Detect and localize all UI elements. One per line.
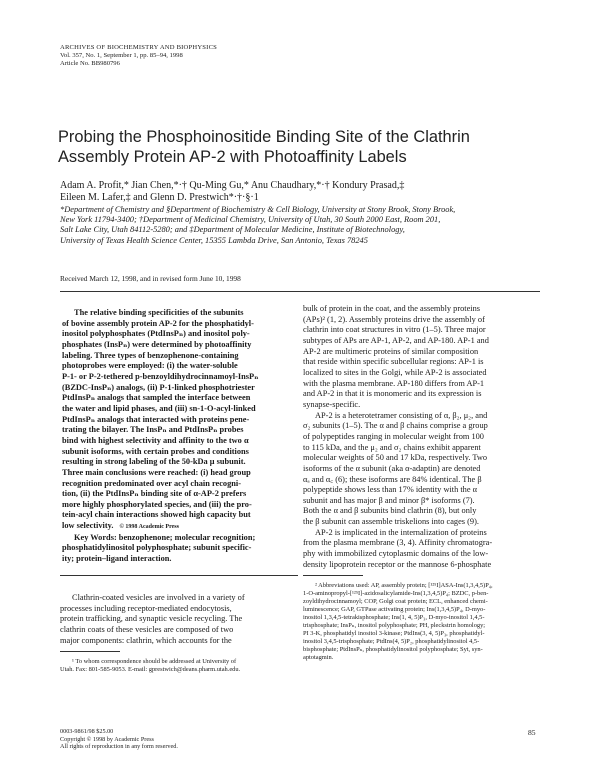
introduction-left: [60, 593, 298, 646]
abstract-line-text: low selectivity.: [62, 521, 114, 531]
footnote-line: ¹ To whom correspondence should be addressed at University of: [72, 658, 237, 665]
body-line: density lipoprotein receptor or the mannose 6-phosphate: [303, 559, 492, 569]
body-line: to 115 kDa, and the μ₂ and σ₂ chains exhibit apparent: [303, 442, 481, 452]
footnote-line: trisphosphate; InsPₙ, inositol polyphosphate; PH, pleckstrin homology;: [303, 622, 486, 629]
footnote-rule: [60, 651, 120, 652]
abstract-line: bind with highest selectivity and affinity to the two α: [62, 435, 249, 445]
journal-name: ARCHIVES OF BIOCHEMISTRY AND BIOPHYSICS: [60, 44, 218, 51]
introduction-right: [303, 304, 543, 570]
copyright-line: Copyright © 1998 by Academic Press: [60, 735, 154, 743]
body-line: and AP-2 in that it is monomeric and its expression is: [303, 389, 482, 399]
footnote-line: Utah. Fax: 801-585-9053. E-mail: gprestwich@deans.pharm.utah.edu.: [60, 666, 241, 673]
body-line: the β subunit can assemble triskelions into cages (9).: [303, 517, 479, 527]
header-rule: [60, 291, 540, 292]
abstract-line: the water and lipid phases, and (iii) sn-1-O-acyl-linked: [62, 403, 256, 413]
article-title: [58, 127, 538, 167]
page-number: 85: [528, 728, 536, 737]
footnote-line: inositol 3,4,5-trisphosphate; PtdIns(4, 5)P₂, phosphatidylinositol 4,5-: [303, 638, 480, 645]
copyright-line: 0003-9861/98 $25.00: [60, 728, 114, 735]
body-line: with the plasma membrane. AP-180 differs from AP-1: [303, 378, 485, 388]
abstract-copyright: © 1998 Academic Press: [119, 524, 179, 531]
received-dates: Received March 12, 1998, and in revised form June 10, 1998: [60, 274, 241, 283]
footnote-abbreviations: [303, 582, 543, 662]
author-line: Adam A. Profit,* Jian Chen,*·† Qu-Ming Gu,* Anu Chaudhary,*·† Kondury Prasad,‡: [60, 180, 405, 191]
footnote-line: 1-O-aminopropyl-[¹²⁵I]-azidosalicylamide-Ins(1,3,4,5)P₄; BZDC, p-ben-: [303, 590, 489, 597]
abstract-line: [62, 521, 300, 533]
body-line: AP-2 is a heterotetramer consisting of α, β₂, μ₂, and: [315, 410, 488, 420]
abstract-line: inositol polyphosphates (PtdInsPₙ) and inositol poly-: [62, 329, 250, 339]
footnote-line: ² Abbreviations used: AP, assembly protein; [¹²⁵I]ASA-Ins(1,3,4,5)P₄,: [315, 582, 493, 589]
affiliation-line: *Department of Chemistry and §Department of Biochemistry & Cell Biology, University at Stony Brook, Stony Brook,: [60, 205, 456, 214]
footnote-line: PI 3-K, phosphatidyl inositol 3-kinase; PtdIns(3, 4, 5)P₃, phosphatidyl-: [303, 630, 485, 637]
affiliation-line: New York 11794-3400; †Department of Medicinal Chemistry, University of Utah, 30 South 2000 East, Room 201,: [60, 215, 441, 225]
title-line: Assembly Protein AP-2 with Photoaffinity Labels: [58, 148, 407, 166]
footnote-line: zoyldihydrocinnamoyl; COP, Golgi coat protein; ECL, enhanced chemi-: [303, 598, 488, 605]
abstract-line: tion, (ii) the PtdInsPₙ binding site of α-AP-2 prefers: [62, 489, 247, 499]
body-line: AP-2 are multimeric proteins of similar composition: [303, 346, 479, 356]
keywords-line: ity; protein–ligand interaction.: [62, 554, 172, 564]
abstract-line: P-1- or P-2-tethered p-benzoyldihydrocinnamoyl-InsPₙ: [62, 371, 259, 381]
body-line: isoforms of the α subunit (aka α-adaptin) are denoted: [303, 463, 481, 473]
author-list: [60, 180, 550, 205]
abstract-line: The relative binding specificities of the subunits: [74, 308, 244, 317]
body-line: molecular weights of 50 and 17 kDa, respectively. Two: [303, 453, 488, 463]
abstract: [62, 308, 300, 565]
abstract-end-rule: [60, 575, 298, 576]
affiliation-line: University of Texas Health Science Center, 15355 Lambda Drive, San Antonio, Texas 78245: [60, 235, 368, 245]
body-line: subtypes of APs are AP-1, AP-2, and AP-180. AP-1 and: [303, 335, 489, 345]
abstract-line: Three main conclusions were reached: (i) head group: [62, 467, 251, 477]
body-line: clathrin coats of these vesicles are composed of two: [60, 624, 234, 634]
affiliation-line: Salt Lake City, Utah 84112-5280; and ‡Department of Molecular Medicine, Institute of Biotechnology,: [60, 225, 405, 235]
body-line: Both the α and β subunits bind clathrin (8), but only: [303, 506, 477, 516]
body-line: bulk of protein in the coat, and the assembly proteins: [303, 304, 481, 313]
copyright-line: All rights of reproduction in any form reserved.: [60, 743, 178, 751]
footnote-line: bisphosphate; PtdInsPₙ, phosphatidylinositol polyphosphate; Syt, syn-: [303, 646, 483, 653]
body-line: αₐ and α꜀ (6); these isoforms are 84% identical. The β: [303, 474, 482, 484]
abstract-line: tein-acyl chain interactions showed high capacity but: [62, 510, 251, 520]
body-line: synapse-specific.: [303, 399, 361, 409]
abstract-line: (BZDC-InsPₙ) analogs, (ii) P-1-linked phosphotriester: [62, 382, 255, 392]
body-line: σ₂ subunits (1–5). The α and β chains comprise a group: [303, 421, 488, 431]
body-line: from the plasma membrane (3, 4). Affinity chromatogra-: [303, 538, 493, 548]
abstract-line: of bovine assembly protein AP-2 for the phosphatidyl-: [62, 318, 254, 328]
body-line: of polypeptides ranging in molecular weight from 100: [303, 431, 484, 441]
abstract-line: trating the bilayer. The InsPₙ and PtdInsPₙ probes: [62, 425, 244, 435]
footnote-line: inositol 1,3,4,5-tetrakisphosphate; Ins(1, 4, 5)P₃, D-myo-inositol 1,4,5-: [303, 614, 485, 621]
body-line: (APs)² (1, 2). Assembly proteins drive the assembly of: [303, 314, 485, 324]
journal-header: [60, 44, 360, 69]
abstract-line: labeling. Three types of benzophenone-containing: [62, 350, 239, 360]
keywords-line: Key Words: benzophenone; molecular recognition;: [74, 532, 256, 542]
abstract-line: resulting in strong labeling of the 50-kDa μ subunit.: [62, 457, 246, 467]
body-line: localized to sites in the Golgi, while AP-2 is associated: [303, 367, 487, 377]
body-line: polypeptide shows less than 17% identity with the α: [303, 485, 478, 495]
body-line: that reside within specific subcellular regions: AP-1 is: [303, 357, 484, 367]
abstract-line: phosphates (InsPₙ) were determined by photoaffinity: [62, 339, 252, 349]
title-line: Probing the Phosphoinositide Binding Site of the Clathrin: [58, 128, 470, 146]
body-line: AP-2 is implicated in the internalization of proteins: [315, 527, 487, 537]
keywords-line: phosphatidylinositol polyphosphate; subunit specific-: [62, 543, 252, 553]
footnote-line: luminescence; GAP, GTPase activating protein; Ins(1,3,4,5)P₄, D-myo-: [303, 606, 486, 613]
affiliations: [60, 205, 550, 246]
body-line: clathrin into coat structures in vitro (1–5). Three major: [303, 325, 486, 335]
article-number: Article No. BB980796: [60, 60, 120, 68]
abstract-line: more highly phosphorylated species, and (iii) the pro-: [62, 499, 252, 509]
body-line: subunit and has major β and minor β* isoforms (7).: [303, 495, 475, 505]
footnote-corresponding: [60, 658, 298, 674]
abstract-line: subunit isoforms, with certain probes and conditions: [62, 446, 249, 456]
footnote-line: aptotagmin.: [303, 654, 334, 661]
body-line: phy with immobilized cytoplasmic domains of the low-: [303, 549, 489, 559]
abstract-line: PtdInsPₙ analogs that interacted with proteins pene-: [62, 414, 250, 424]
footnote-rule: [303, 575, 363, 576]
copyright-block: [60, 728, 178, 751]
abstract-line: photoprobes were employed: (i) the water-soluble: [62, 361, 238, 371]
body-line: Clathrin-coated vesicles are involved in a variety of: [72, 593, 245, 602]
body-line: processes including receptor-mediated endocytosis,: [60, 603, 232, 613]
abstract-line: recognition predominated over acyl chain recogni-: [62, 478, 241, 488]
body-line: protein trafficking, and synaptic vesicle recycling. The: [60, 614, 243, 624]
author-line: Eileen M. Lafer,‡ and Glenn D. Prestwich*·†·§·1: [60, 192, 259, 204]
body-line: major components: clathrin, which accounts for the: [60, 635, 232, 645]
abstract-line: PtdInsPₙ analogs that sampled the interface between: [62, 393, 251, 403]
journal-volume: Vol. 357, No. 1, September 1, pp. 85–94, 1998: [60, 52, 183, 60]
